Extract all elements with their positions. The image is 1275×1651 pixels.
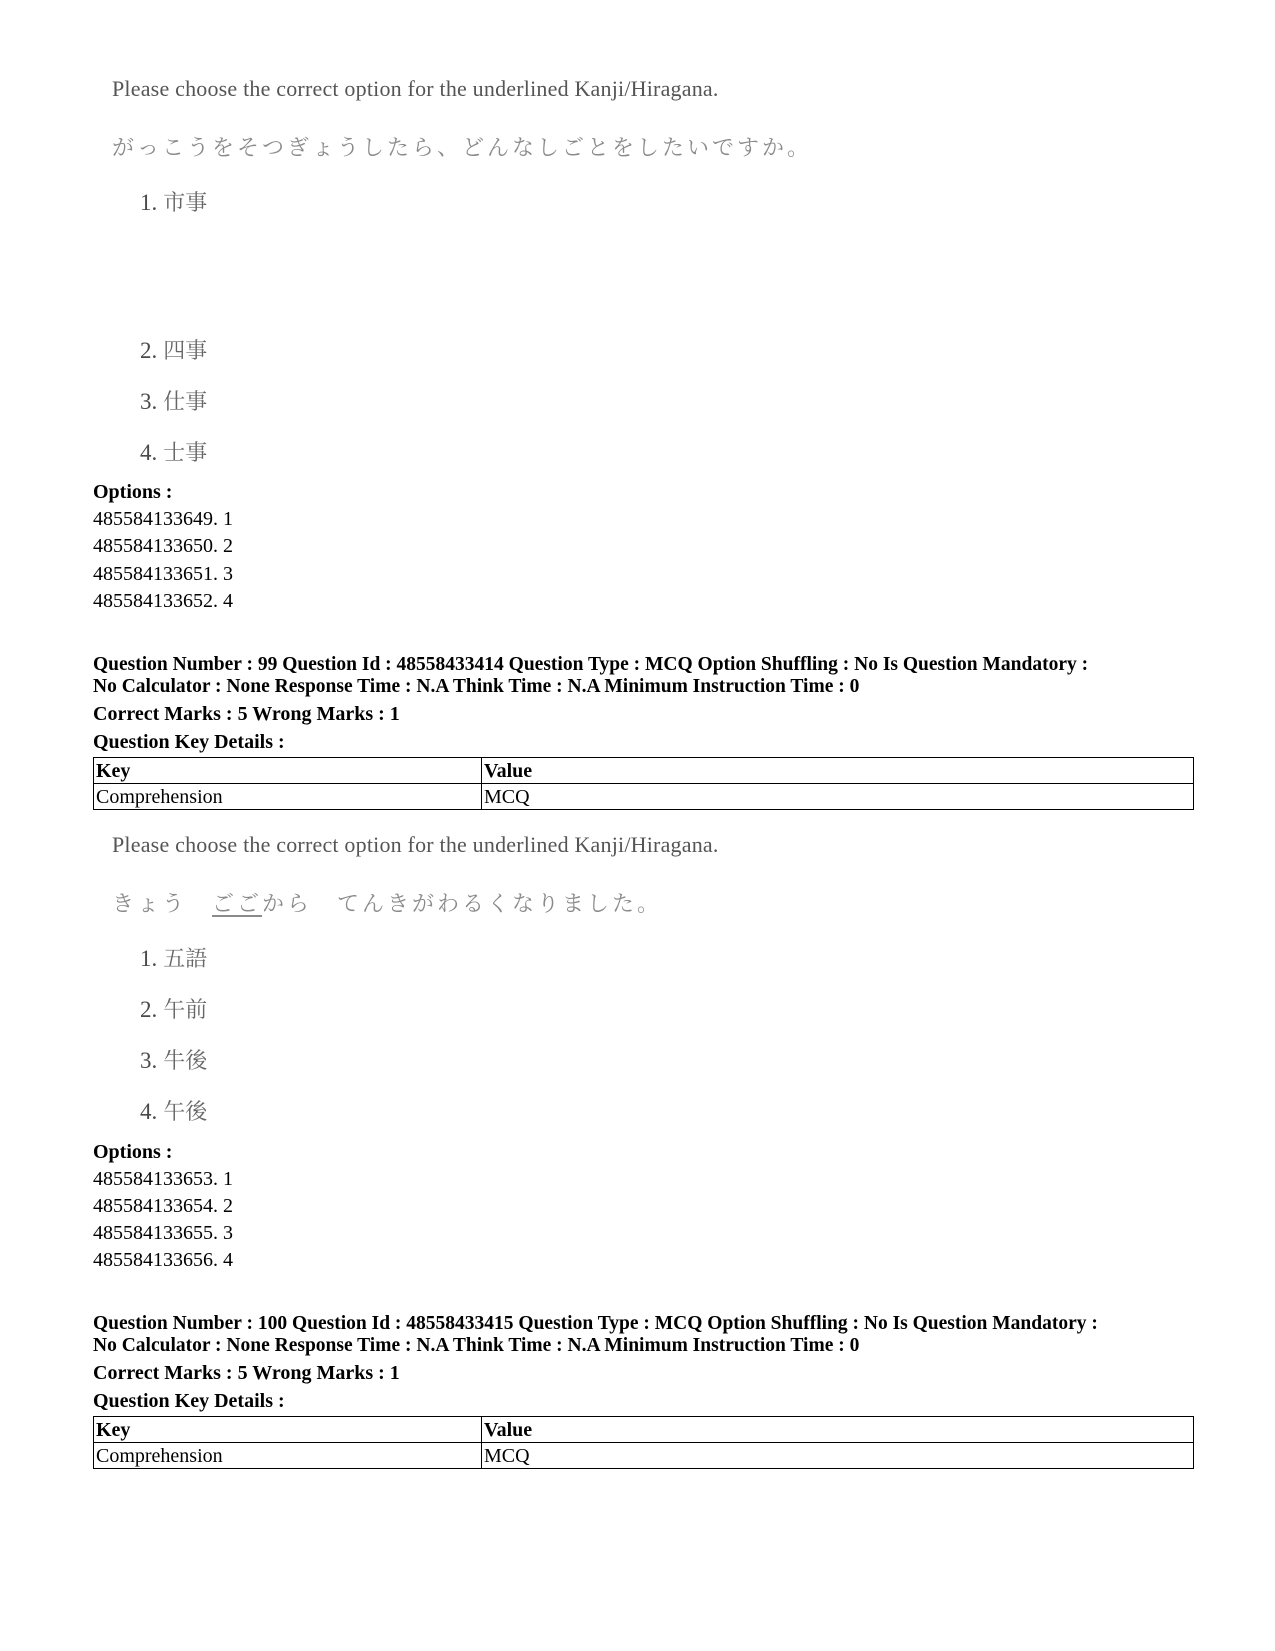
table-header-row: [94, 758, 1194, 784]
q98-option-2: 485584133650. 2: [93, 535, 233, 557]
choice-text: 午前: [163, 998, 208, 1023]
q99-choice-1: [140, 942, 207, 973]
choice-text: 四事: [163, 339, 208, 364]
q100-key-details-label: Question Key Details :: [93, 1390, 285, 1412]
q98-option-3: 485584133651. 3: [93, 563, 233, 585]
q99-key-details-label: Question Key Details :: [93, 731, 285, 753]
table-row: [94, 1443, 1194, 1469]
q99-options-label: Options :: [93, 1141, 173, 1163]
q99-choice-3: [140, 1044, 207, 1075]
choice-text: 牛後: [163, 1049, 208, 1074]
choice-text: 市事: [163, 191, 208, 216]
choice-number: 4.: [140, 440, 158, 465]
q99-choice-2: [140, 993, 207, 1024]
sentence-post: から てんきがわるくなりました。: [262, 892, 663, 917]
choice-number: 2.: [140, 338, 158, 363]
choice-number: 3.: [140, 389, 158, 414]
table-cell-value: MCQ: [482, 784, 1194, 810]
choice-number: 1.: [140, 946, 158, 971]
q99-option-3: 485584133655. 3: [93, 1222, 233, 1244]
choice-text: 仕事: [163, 390, 208, 415]
q100-marks: Correct Marks : 5 Wrong Marks : 1: [93, 1362, 400, 1384]
choice-text: 士事: [163, 441, 208, 466]
choice-text: 五語: [163, 947, 208, 972]
q99-choice-4: [140, 1095, 207, 1126]
q98-instruction: Please choose the correct option for the underlined Kanji/Hiragana.: [112, 76, 719, 101]
q98-choice-3: [140, 385, 207, 416]
choice-number: 4.: [140, 1099, 158, 1124]
q99-instruction: Please choose the correct option for the underlined Kanji/Hiragana.: [112, 832, 719, 857]
q99-key-table: [93, 757, 1194, 810]
table-row: [94, 784, 1194, 810]
q98-option-1: 485584133649. 1: [93, 508, 233, 530]
choice-text: 午後: [163, 1100, 208, 1125]
table-header-key: Key: [94, 758, 482, 784]
q99-option-4: 485584133656. 4: [93, 1249, 233, 1271]
q98-choice-4: [140, 436, 207, 467]
choice-number: 1.: [140, 190, 158, 215]
choice-number: 2.: [140, 997, 158, 1022]
table-cell-key: Comprehension: [94, 784, 482, 810]
q98-choice-1: [140, 186, 207, 217]
table-cell-value: MCQ: [482, 1443, 1194, 1469]
table-cell-key: Comprehension: [94, 1443, 482, 1469]
table-header-row: [94, 1417, 1194, 1443]
sentence-pre: きょう: [112, 892, 213, 917]
q99-meta-line-2: No Calculator : None Response Time : N.A Think Time : N.A Minimum Instruction Time : 0: [93, 676, 860, 697]
q100-meta-line-1: Question Number : 100 Question Id : 48558433415 Question Type : MCQ Option Shuffling : No Is Question Mandatory :: [93, 1313, 1098, 1334]
q99-option-2: 485584133654. 2: [93, 1195, 233, 1217]
q99-option-1: 485584133653. 1: [93, 1168, 233, 1190]
q99-sentence: [112, 887, 662, 918]
table-header-value: Value: [482, 758, 1194, 784]
q100-meta-line-2: No Calculator : None Response Time : N.A Think Time : N.A Minimum Instruction Time : 0: [93, 1335, 860, 1356]
table-header-key: Key: [94, 1417, 482, 1443]
q98-sentence: がっこうをそつぎょうしたら、どんなしごとをしたいですか。: [112, 136, 813, 161]
sentence-underlined: ごご: [212, 892, 263, 917]
q99-marks: Correct Marks : 5 Wrong Marks : 1: [93, 703, 400, 725]
q99-meta-line-1: Question Number : 99 Question Id : 48558433414 Question Type : MCQ Option Shuffling : No Is Question Mandatory :: [93, 654, 1089, 675]
table-header-value: Value: [482, 1417, 1194, 1443]
q98-option-4: 485584133652. 4: [93, 590, 233, 612]
choice-number: 3.: [140, 1048, 158, 1073]
q98-choice-2: [140, 334, 207, 365]
q100-key-table: [93, 1416, 1194, 1469]
q98-options-label: Options :: [93, 481, 173, 503]
